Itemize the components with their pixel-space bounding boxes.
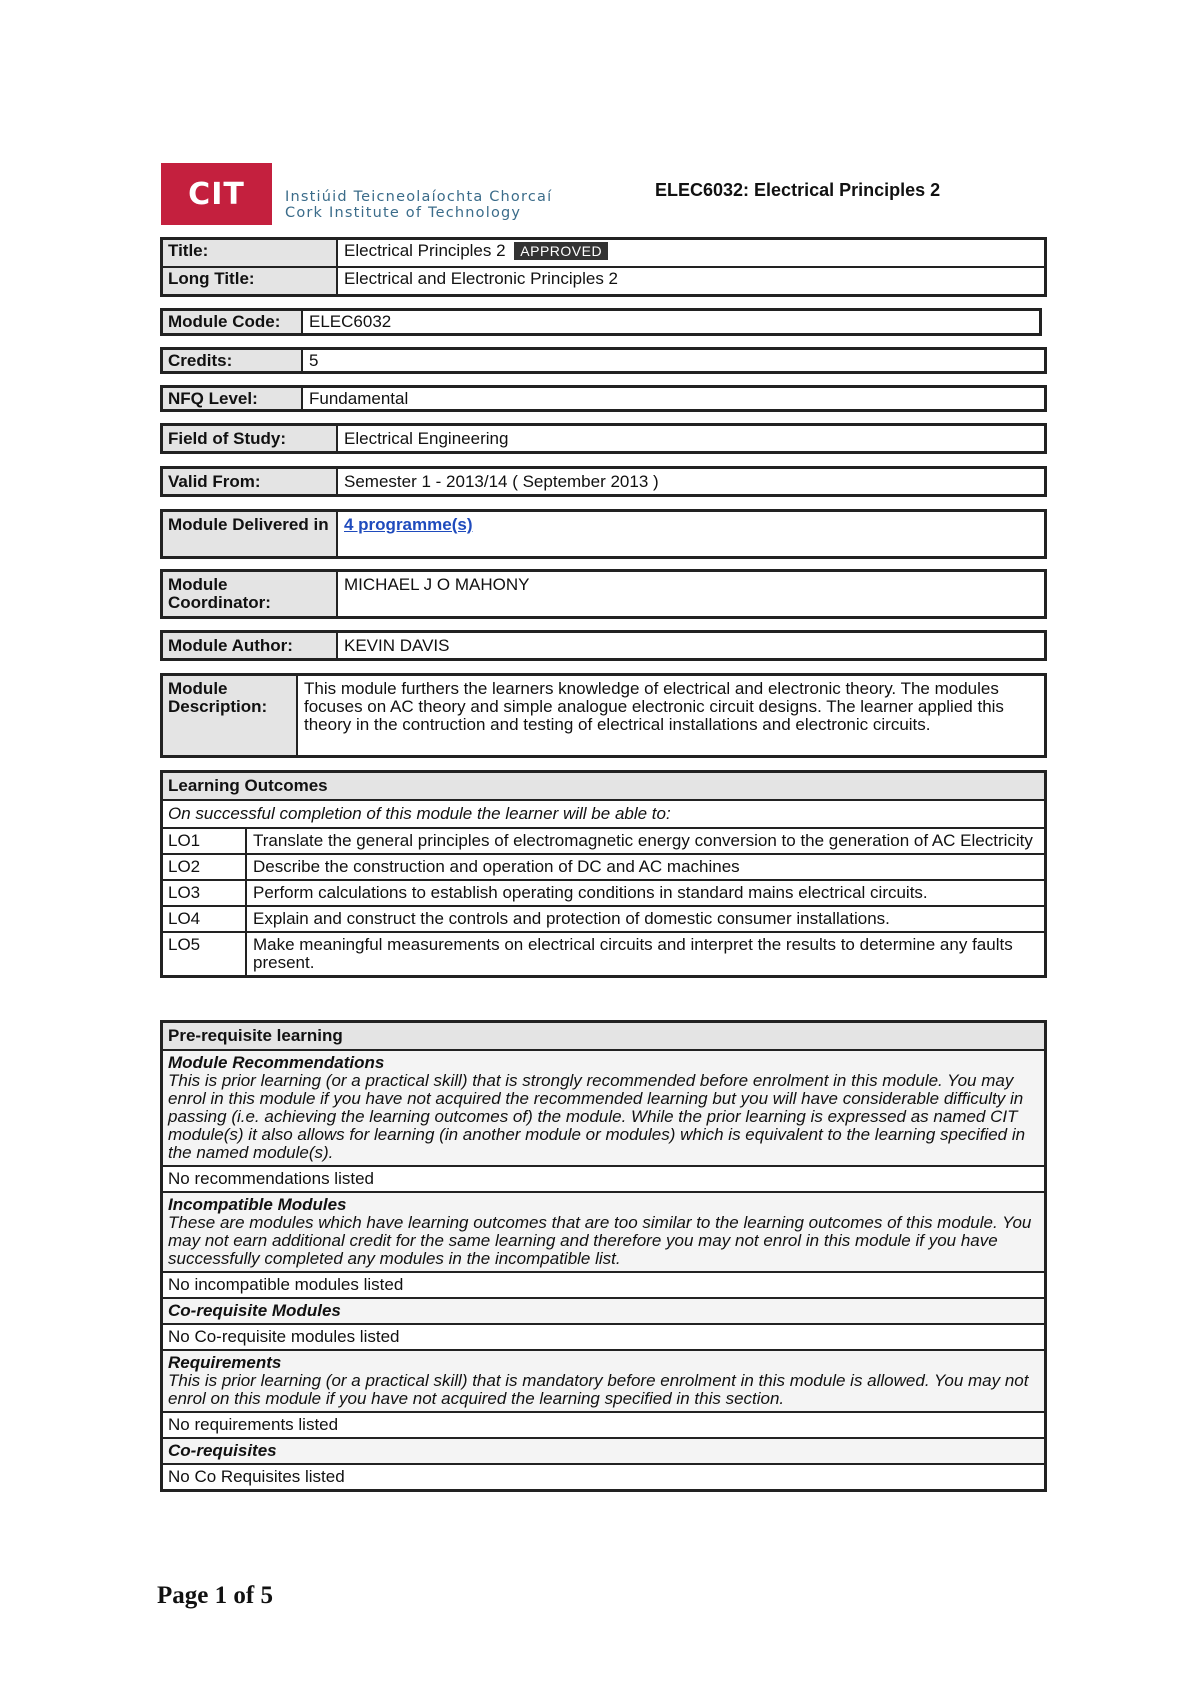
incompatible-value: No incompatible modules listed bbox=[168, 1275, 404, 1294]
corequisite-modules-section bbox=[163, 1297, 1044, 1323]
recommendations-title: Module Recommendations bbox=[168, 1053, 385, 1072]
valid-from-label: Valid From: bbox=[163, 469, 338, 494]
recommendations-value-row bbox=[163, 1165, 1044, 1191]
corequisites-section bbox=[163, 1437, 1044, 1463]
lo-code: LO1 bbox=[163, 829, 247, 853]
credits-box bbox=[160, 347, 1047, 374]
recommendations-desc: This is prior learning (or a practical skill) that is strongly recommended before enrolment in this module. You may enrol in this module if you have not acquired the recommended learning but you will have considerable difficulty in passing (i.e. achieving the learning outcomes of) the module. While the prior learning is expressed as named CIT module(s) it also allows for learning (in another module or modules) which is equivalent to the learning specified in the named module(s). bbox=[168, 1071, 1026, 1162]
title-row bbox=[163, 240, 1044, 266]
corequisites-value: No Co Requisites listed bbox=[168, 1467, 345, 1486]
long-title-label: Long Title: bbox=[163, 268, 338, 294]
corequisite-modules-value-row bbox=[163, 1323, 1044, 1349]
institute-name-irish: Instiúid Teicneolaíochta Chorcaí bbox=[285, 189, 553, 205]
field-of-study-label: Field of Study: bbox=[163, 426, 338, 451]
module-code-label: Module Code: bbox=[163, 311, 303, 333]
learning-outcomes-intro: On successful completion of this module the learner will be able to: bbox=[163, 799, 1044, 827]
module-code-value: ELEC6032 bbox=[309, 312, 392, 331]
learning-outcomes-heading: Learning Outcomes bbox=[163, 773, 1044, 799]
corequisite-modules-title: Co-requisite Modules bbox=[168, 1301, 341, 1320]
status-badge: APPROVED bbox=[514, 242, 608, 260]
coordinator-label: Module Coordinator: bbox=[163, 572, 338, 616]
coordinator-box bbox=[160, 569, 1047, 619]
page-number: Page 1 of 5 bbox=[157, 1582, 273, 1609]
credits-label: Credits: bbox=[163, 350, 303, 371]
lo-code: LO2 bbox=[163, 855, 247, 879]
table-row bbox=[163, 931, 1044, 975]
institute-name bbox=[285, 189, 552, 221]
long-title-row bbox=[163, 266, 1044, 294]
nfq-level-label: NFQ Level: bbox=[163, 388, 303, 409]
lo-text: Perform calculations to establish operating conditions in standard mains electrical circuits. bbox=[253, 883, 928, 902]
title-box bbox=[160, 237, 1047, 297]
lo-text: Make meaningful measurements on electrical circuits and interpret the results to determine any faults present. bbox=[253, 935, 1013, 972]
lo-text: Explain and construct the controls and protection of domestic consumer installations. bbox=[253, 909, 890, 928]
requirements-value: No requirements listed bbox=[168, 1415, 339, 1434]
incompatible-value-row bbox=[163, 1271, 1044, 1297]
nfq-level-value: Fundamental bbox=[309, 389, 409, 408]
requirements-value-row bbox=[163, 1411, 1044, 1437]
incompatible-section bbox=[163, 1191, 1044, 1271]
nfq-level-box bbox=[160, 385, 1047, 412]
recommendations-value: No recommendations listed bbox=[168, 1169, 374, 1188]
recommendations-section bbox=[163, 1049, 1044, 1165]
requirements-desc: This is prior learning (or a practical skill) that is mandatory before enrolment in this module is allowed. You may not enrol on this module if you have not acquired the learning specified in this section. bbox=[168, 1371, 1029, 1408]
credits-value: 5 bbox=[309, 351, 319, 370]
lo-code: LO5 bbox=[163, 933, 247, 975]
title-value: Electrical Principles 2 bbox=[344, 241, 506, 260]
corequisites-title: Co-requisites bbox=[168, 1441, 277, 1460]
delivered-in-box bbox=[160, 509, 1047, 559]
prerequisite-table bbox=[160, 1020, 1047, 1492]
cit-logo: CIT bbox=[161, 163, 272, 225]
module-heading: ELEC6032: Electrical Principles 2 bbox=[655, 180, 941, 200]
description-label: Module Description: bbox=[163, 676, 298, 755]
field-of-study-value: Electrical Engineering bbox=[344, 429, 509, 448]
table-row bbox=[163, 905, 1044, 931]
lo-code: LO4 bbox=[163, 907, 247, 931]
author-label: Module Author: bbox=[163, 633, 338, 658]
delivered-in-label: Module Delivered in bbox=[163, 512, 338, 556]
requirements-section bbox=[163, 1349, 1044, 1411]
author-value: KEVIN DAVIS bbox=[344, 636, 450, 655]
table-row bbox=[163, 879, 1044, 905]
learning-outcomes-table bbox=[160, 770, 1047, 978]
programmes-link[interactable]: 4 programme(s) bbox=[344, 515, 473, 534]
corequisites-value-row bbox=[163, 1463, 1044, 1489]
module-code-box bbox=[160, 308, 1042, 336]
incompatible-desc: These are modules which have learning outcomes that are too similar to the learning outcomes of this module. You may not earn additional credit for the same learning and therefore you may not enrol in this module if you have successfully completed any modules in the incompatible list. bbox=[168, 1213, 1032, 1268]
lo-text: Describe the construction and operation of DC and AC machines bbox=[253, 857, 740, 876]
requirements-title: Requirements bbox=[168, 1353, 282, 1372]
title-label: Title: bbox=[163, 240, 338, 266]
table-row bbox=[163, 827, 1044, 853]
coordinator-value: MICHAEL J O MAHONY bbox=[344, 575, 530, 594]
description-box bbox=[160, 673, 1047, 758]
description-value: This module furthers the learners knowledge of electrical and electronic theory. The modules focuses on AC theory and simple analogue electronic circuit designs. The learner applied this theory in the contruction and testing of electrical installations and electronic circuits. bbox=[304, 679, 1004, 734]
incompatible-title: Incompatible Modules bbox=[168, 1195, 347, 1214]
long-title-value: Electrical and Electronic Principles 2 bbox=[344, 269, 619, 288]
institute-name-english: Cork Institute of Technology bbox=[285, 205, 522, 221]
title-value-cell bbox=[338, 240, 1044, 266]
table-row bbox=[163, 853, 1044, 879]
valid-from-value: Semester 1 - 2013/14 ( September 2013 ) bbox=[344, 472, 659, 491]
lo-text: Translate the general principles of electromagnetic energy conversion to the generation of AC Electricity bbox=[253, 831, 1033, 850]
valid-from-box bbox=[160, 466, 1047, 497]
field-of-study-box bbox=[160, 423, 1047, 454]
prerequisite-heading: Pre-requisite learning bbox=[163, 1023, 1044, 1049]
author-box bbox=[160, 630, 1047, 661]
corequisite-modules-value: No Co-requisite modules listed bbox=[168, 1327, 400, 1346]
lo-code: LO3 bbox=[163, 881, 247, 905]
